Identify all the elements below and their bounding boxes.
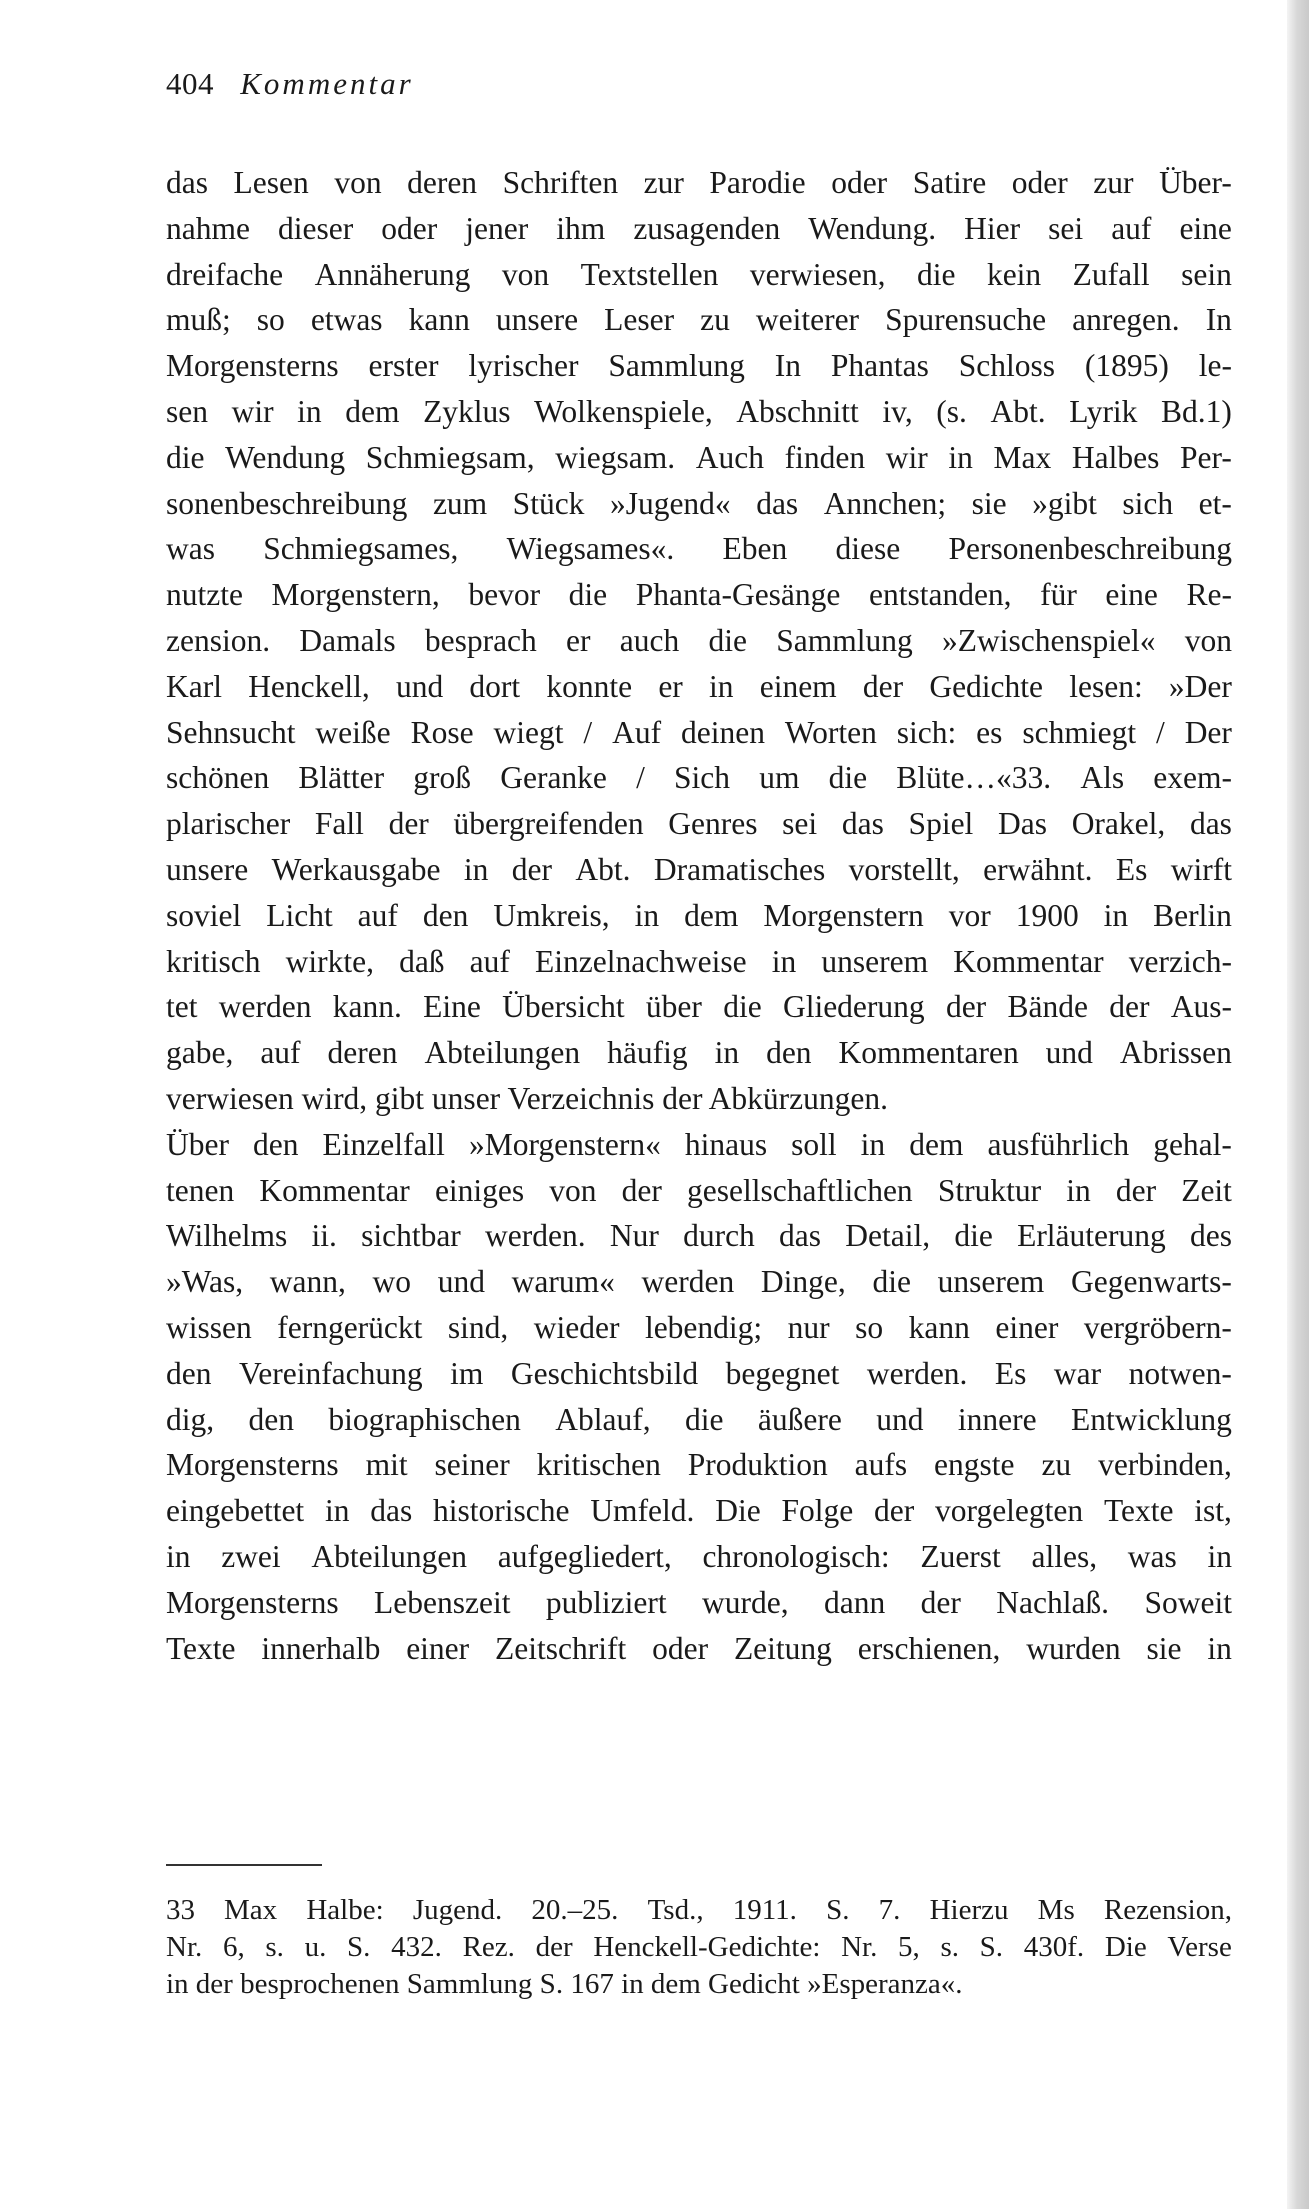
text-line: Morgensterns Lebenszeit publiziert wurde, dann der Nachlaß. Soweit [166,1584,1232,1620]
text-line: in zwei Abteilungen aufgegliedert, chronologisch: Zuerst alles, was in [166,1538,1232,1574]
text-line: Karl Henckell, und dort konnte er in einem der Gedichte lesen: »Der [166,668,1232,704]
body-text [166,160,1232,1671]
text-line: kritisch wirkte, daß auf Einzelnachweise in unserem Kommentar verzich- [166,943,1232,979]
text-line: Morgensterns erster lyrischer Sammlung In Phantas Schloss (1895) le- [166,348,1232,384]
text-line: Wilhelms ii. sichtbar werden. Nur durch das Detail, die Erläuterung des [166,1218,1232,1254]
text-line: nutzte Morgenstern, bevor die Phanta-Gesänge entstanden, für eine Re- [166,577,1232,613]
text-line: den Vereinfachung im Geschichtsbild begegnet werden. Es war notwen- [166,1355,1232,1391]
text-line: sen wir in dem Zyklus Wolkenspiele, Abschnitt iv, (s. Abt. Lyrik Bd.1) [166,393,1232,429]
text-line: Texte innerhalb einer Zeitschrift oder Zeitung erschienen, wurden sie in [166,1630,1232,1666]
text-line: »Was, wann, wo und warum« werden Dinge, die unserem Gegenwarts- [166,1264,1232,1300]
text-line: eingebettet in das historische Umfeld. Die Folge der vorgelegten Texte ist, [166,1493,1232,1529]
text-line: tet werden kann. Eine Übersicht über die Gliederung der Bände der Aus- [166,989,1232,1025]
running-header [166,66,414,102]
text-line: plarischer Fall der übergreifenden Genres sei das Spiel Das Orakel, das [166,806,1232,842]
footnotes [166,1892,1232,2003]
text-line: unsere Werkausgabe in der Abt. Dramatisches vorstellt, erwähnt. Es wirft [166,851,1232,887]
page-gutter-shadow [1287,0,1309,2209]
footnote-line: Nr. 6, s. u. S. 432. Rez. der Henckell-Gedichte: Nr. 5, s. S. 430f. Die Verse [166,1931,1232,1963]
text-line: schönen Blätter groß Geranke / Sich um die Blüte…«33. Als exem- [166,760,1232,796]
footnote-rule [166,1864,322,1866]
text-line: zension. Damals besprach er auch die Sammlung »Zwischenspiel« von [166,622,1232,658]
text-line: verwiesen wird, gibt unser Verzeichnis der Abkürzungen. [166,1080,888,1116]
text-line: tenen Kommentar einiges von der gesellschaftlichen Struktur in der Zeit [166,1172,1232,1208]
text-line: nahme dieser oder jener ihm zusagenden Wendung. Hier sei auf eine [166,210,1232,246]
text-line: wissen ferngerückt sind, wieder lebendig; nur so kann einer vergröbern- [166,1309,1232,1345]
footnote-line: in der besprochenen Sammlung S. 167 in dem Gedicht »Esperanza«. [166,1968,963,2000]
text-line: muß; so etwas kann unsere Leser zu weiterer Spurensuche anregen. In [166,302,1232,338]
text-line: dreifache Annäherung von Textstellen verwiesen, die kein Zufall sein [166,256,1232,292]
page-number: 404 [166,66,214,101]
text-line: was Schmiegsames, Wiegsames«. Eben diese Personenbeschreibung [166,531,1232,567]
text-line: dig, den biographischen Ablauf, die äußere und innere Entwicklung [166,1401,1232,1437]
text-line: soviel Licht auf den Umkreis, in dem Morgenstern vor 1900 in Berlin [166,897,1232,933]
text-line: Morgensterns mit seiner kritischen Produktion aufs engste zu verbinden, [166,1447,1232,1483]
text-line: die Wendung Schmiegsam, wiegsam. Auch finden wir in Max Halbes Per- [166,439,1232,475]
running-title: Kommentar [240,66,414,101]
text-line: sonenbeschreibung zum Stück »Jugend« das Annchen; sie »gibt sich et- [166,485,1232,521]
text-line: das Lesen von deren Schriften zur Parodie oder Satire oder zur Über- [166,165,1232,200]
text-line: Über den Einzelfall »Morgenstern« hinaus soll in dem ausführlich gehal- [166,1126,1232,1162]
text-line: Sehnsucht weiße Rose wiegt / Auf deinen Worten sich: es schmiegt / Der [166,714,1232,750]
footnote-line: 33 Max Halbe: Jugend. 20.–25. Tsd., 1911. S. 7. Hierzu Ms Rezension, [166,1894,1232,1926]
text-line: gabe, auf deren Abteilungen häufig in den Kommentaren und Abrissen [166,1035,1232,1071]
